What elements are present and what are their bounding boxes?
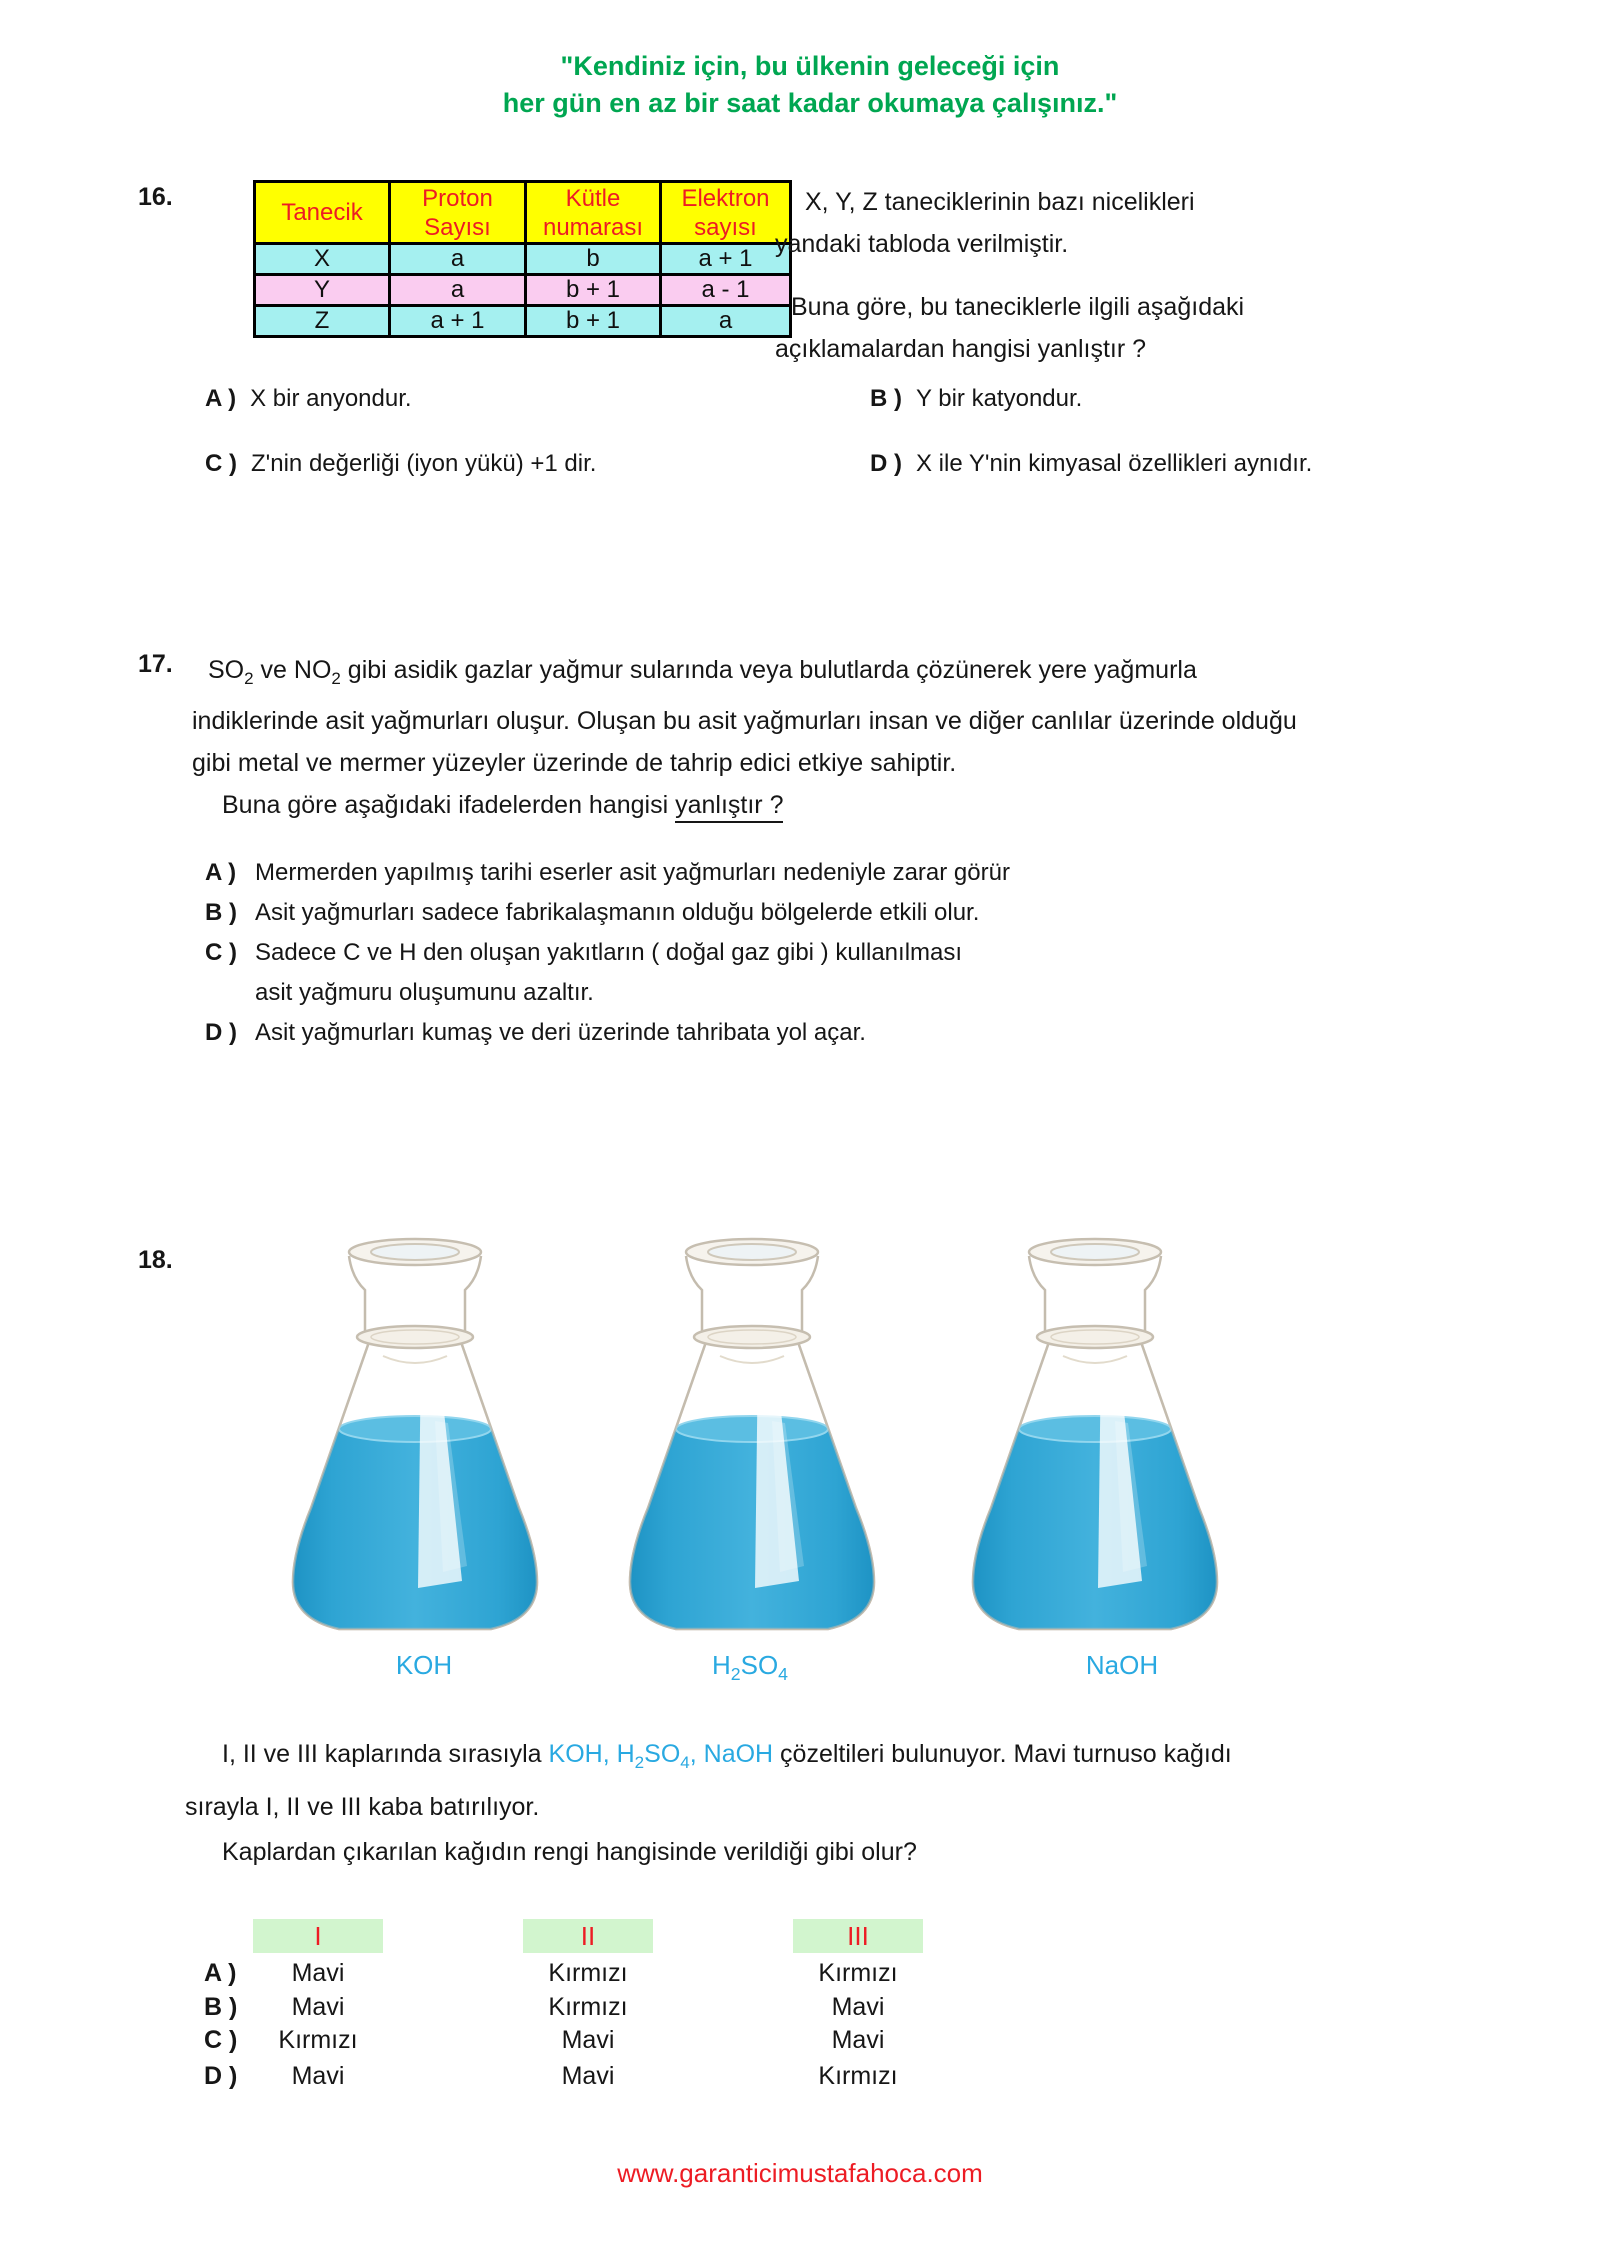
q18-text-line: sırayla I, II ve III kaba batırılıyor.	[185, 1793, 540, 1821]
option-letter: D )	[870, 450, 902, 477]
footer-url: www.garanticimustafahoca.com	[617, 2158, 983, 2188]
question-18-text	[185, 1732, 1525, 1830]
q17-text-line: gibi metal ve mermer yüzeyler üzerinde de tahrip edici etkiye sahiptir.	[192, 749, 957, 777]
q17-prompt	[222, 791, 783, 820]
col-header-i: I	[253, 1919, 383, 1953]
table-row-z	[255, 306, 791, 337]
cell: b + 1	[526, 306, 661, 337]
header-tanecik: Tanecik	[255, 182, 390, 244]
cell: a	[390, 244, 526, 275]
answer-row-c	[190, 2023, 923, 2057]
q16-text-line: açıklamalardan hangisi yanlıştır ?	[775, 335, 1147, 363]
cell: a	[390, 275, 526, 306]
q17-prompt-prefix: Buna göre aşağıdaki ifadelerden hangisi	[222, 791, 676, 819]
answer-value: Mavi	[831, 2026, 885, 2054]
question-16-text	[775, 181, 1475, 370]
cell: a	[661, 306, 791, 337]
q18-question-line: Kaplardan çıkarılan kağıdın rengi hangisinde verildiği gibi olur?	[222, 1838, 917, 1866]
option-letter: C )	[205, 450, 237, 477]
header-elektron: Elektron sayısı	[661, 182, 791, 244]
cell: Z	[255, 306, 390, 337]
option-text: X ile Y'nin kimyasal özellikleri aynıdır.	[916, 450, 1313, 477]
answer-value: Kırmızı	[548, 1993, 628, 2021]
option-letter: A )	[205, 385, 237, 412]
quote-line-1: "Kendiniz için, bu ülkenin geleceği için	[560, 51, 1060, 81]
row-letter: B )	[204, 1993, 238, 2021]
q17-prompt-underlined: yanlıştır ?	[675, 791, 783, 823]
question-16-number: 16.	[138, 183, 173, 211]
answer-value: Kırmızı	[548, 1959, 628, 1987]
answer-value: Mavi	[291, 2062, 345, 2090]
answer-row-d	[190, 2059, 923, 2093]
particle-table	[253, 180, 792, 338]
answer-value: Mavi	[561, 2062, 615, 2090]
q17-text-line: indiklerinde asit yağmurları oluşur. Oluşan bu asit yağmurları insan ve diğer canlılar üzerinde olduğu	[192, 707, 1297, 735]
q16-text-line: Buna göre, bu taneciklerle ilgili aşağıdaki	[791, 293, 1245, 321]
q17-option-b: B ) Asit yağmurları sadece fabrikalaşmanın olduğu bölgelerde etkili olur.	[205, 899, 980, 926]
answer-row-a	[190, 1956, 923, 1990]
flask-3-image	[965, 1236, 1225, 1646]
cell: b + 1	[526, 275, 661, 306]
answer-table-header	[190, 1919, 923, 1953]
row-letter: C )	[204, 2026, 238, 2054]
flask-1-label: KOH	[395, 1650, 453, 1680]
question-18-number: 18.	[138, 1246, 173, 1274]
col-header-iii: III	[793, 1919, 923, 1953]
particle-table-header-row	[255, 182, 791, 244]
answer-row-b	[190, 1990, 923, 2024]
q16-option-b	[870, 385, 1082, 413]
q17-options	[205, 853, 1010, 1053]
table-row-x	[255, 244, 791, 275]
cell: X	[255, 244, 390, 275]
cell: Y	[255, 275, 390, 306]
cell: a + 1	[390, 306, 526, 337]
row-letter: D )	[204, 2062, 238, 2090]
question-17-text	[192, 649, 1492, 784]
q16-text-line: yandaki tabloda verilmiştir.	[775, 230, 1069, 258]
answer-value: Mavi	[291, 1959, 345, 1987]
option-text: Z'nin değerliği (iyon yükü) +1 dir.	[251, 450, 597, 477]
q17-option-c-line2: asit yağmuru oluşumunu azaltır.	[255, 979, 594, 1006]
option-letter: B )	[870, 385, 902, 412]
header-proton: Proton Sayısı	[390, 182, 526, 244]
flask-2-image	[622, 1236, 882, 1646]
table-row-y	[255, 275, 791, 306]
q18-text-line: I, II ve III kaplarında sırasıyla KOH, $H_2SO_4$, NaOH çözeltileri bulunuyor. Mavi turnuso kağıdı	[222, 1740, 1232, 1772]
q17-option-c: C ) Sadece C ve H den oluşan yakıtların ( doğal gaz gibi ) kullanılması	[205, 939, 963, 966]
q16-text-line: X, Y, Z taneciklerinin bazı nicelikleri	[805, 188, 1195, 216]
answer-value: Kırmızı	[818, 1959, 898, 1987]
motivational-quote	[0, 48, 1600, 122]
q16-option-d	[870, 450, 1312, 478]
cell: a - 1	[661, 275, 791, 306]
flask-1-image	[285, 1236, 545, 1646]
header-kutle: Kütle numarası	[526, 182, 661, 244]
q17-text-line: $SO_2$ ve $NO_2$ gibi asidik gazlar yağmur sularında veya bulutlarda çözünerek yere yağmurla	[208, 656, 1197, 688]
answer-value: Kırmızı	[278, 2026, 358, 2054]
flask-2-label: $H_2SO_4$	[711, 1650, 789, 1685]
q17-option-a: A ) Mermerden yapılmış tarihi eserler asit yağmurları nedeniyle zarar görür	[205, 859, 1010, 886]
option-text: Y bir katyondur.	[916, 385, 1083, 412]
answer-value: Mavi	[291, 1993, 345, 2021]
answer-value: Mavi	[561, 2026, 615, 2054]
cell: a + 1	[661, 244, 791, 275]
answer-value: Mavi	[831, 1993, 885, 2021]
col-header-ii: II	[523, 1919, 653, 1953]
q16-option-a	[205, 385, 412, 413]
flask-3-label: NaOH	[1085, 1650, 1159, 1680]
row-letter: A )	[204, 1959, 237, 1987]
answer-value: Kırmızı	[818, 2062, 898, 2090]
cell: b	[526, 244, 661, 275]
question-17-number: 17.	[138, 650, 173, 678]
q16-option-c	[205, 450, 596, 478]
option-text: X bir anyondur.	[250, 385, 412, 412]
quote-line-2: her gün en az bir saat kadar okumaya çalışınız."	[502, 88, 1118, 118]
q17-option-d: D ) Asit yağmurları kumaş ve deri üzerinde tahribata yol açar.	[205, 1019, 866, 1046]
